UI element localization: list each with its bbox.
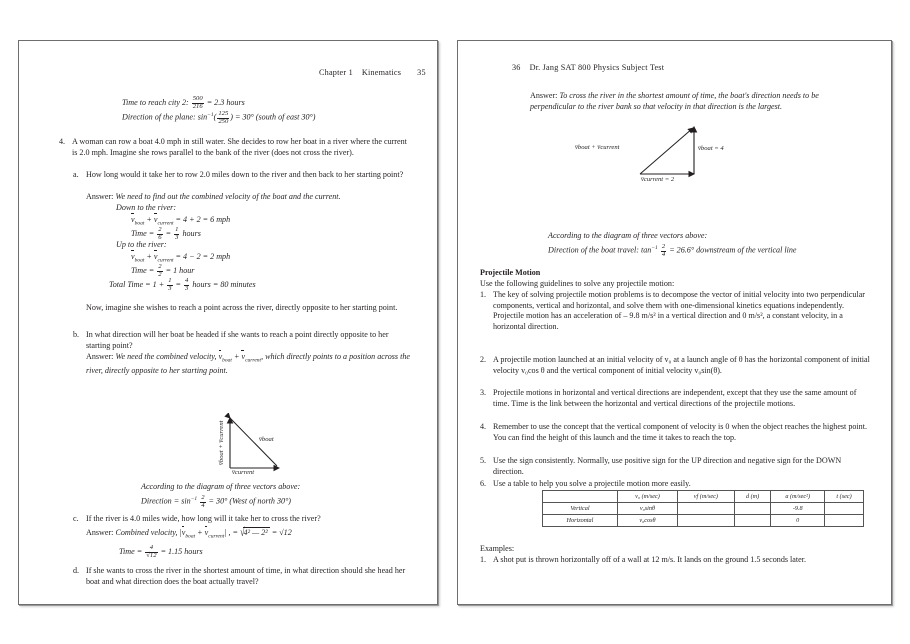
right-diagram-label-left: v̅boat + v̅current (575, 144, 620, 151)
table-col-a: a (m/sec²) (771, 491, 825, 503)
right-page (457, 40, 892, 605)
part-a-marker: a. (73, 170, 79, 179)
problem-4-part-a (73, 170, 411, 181)
diagram-label-vertical: v̅boat + v̅current (218, 420, 225, 465)
part-c-answer-label: Answer: (86, 528, 114, 537)
part-c-answer-text-2: | , = (224, 528, 239, 537)
subscript-current-inline: current (245, 357, 262, 364)
part-c-time-result: = 1.15 hours (160, 546, 203, 556)
subscript-boat-c: boat (185, 533, 196, 540)
problem-4 (59, 137, 409, 158)
row-vertical-label: Vertical (543, 503, 618, 515)
part-b-answer-text-1: We need the combined velocity, (115, 352, 217, 361)
carryover-line-2: Direction of the plane: $\sin^{-1}$( $\frac{125}{250}$ ) = 30° (south of east 30°) (122, 109, 316, 125)
v-boat-vector-2: v (131, 252, 135, 261)
total-time-label: Total Time = 1 + (109, 279, 165, 289)
table-col-d: d (m) (734, 491, 771, 503)
row-vertical-vf (678, 503, 735, 515)
row-vertical-a: -9.8 (771, 503, 825, 515)
guideline-5-marker: 5. (480, 456, 487, 465)
v-current-inline-c: v (204, 528, 209, 537)
subscript-current-2: current (157, 257, 174, 264)
running-head-chapter-title: Kinematics (361, 68, 402, 77)
part-b-answer-text-2: , which directly points to a position across the river, directly opposite to her starting point. (86, 352, 410, 376)
sin-function: sin (197, 112, 208, 122)
tan-function: tan (641, 245, 652, 255)
down-to-river-heading: Down to the river: (116, 203, 177, 212)
sin-function-b: sin (181, 496, 191, 506)
up-velocity-result: = 4 − 2 = 2 mph (175, 252, 231, 261)
guideline-2-marker: 2. (480, 355, 487, 364)
part-c-answer-text: Combined velocity, | (115, 528, 182, 537)
examples-heading: Examples: (480, 544, 515, 553)
table-col-v0: v₀ (m/sec) (617, 491, 677, 503)
v-current-vector: v (153, 215, 158, 224)
table-col-vf: vf (m/sec) (678, 491, 735, 503)
row-vertical-t (825, 503, 864, 515)
guideline-1-text: The key of solving projectile motion problems is to decompose the vector of initial velocity into two perpendicular components, vertical and horizontal, and solve them with one-dimensional kinetics equations independently. Projectile motion has an acceleration of – 9.8 m/s² in a vertical direction and 0 m/s², a constant velocity, in a horizontal direction. (493, 290, 865, 331)
guideline-4-text: Remember to use the concept that the vertical component of velocity is 0 when the object reaches the highest point. You can find the height of this launch and the time it takes to reach the top. (493, 422, 867, 442)
inverse-exponent: −1 (207, 112, 214, 118)
guideline-6 (480, 479, 872, 490)
down-time-label: Time = (131, 228, 155, 238)
down-velocity-result: = 4 + 2 = 6 mph (175, 215, 231, 224)
down-time-unit: hours (182, 228, 201, 238)
part-a-answer-label: Answer: (86, 192, 114, 201)
diagram-label-horizontal: v̅current (232, 469, 255, 476)
answer-d-label: Answer: (530, 91, 558, 100)
radical-expression (240, 525, 270, 539)
part-c-question: If the river is 4.0 miles wide, how long will it take her to cross the river? (86, 514, 321, 523)
direction-label: Direction = (141, 496, 180, 506)
row-horizontal-t (825, 515, 864, 527)
v-current-inline: v (241, 352, 246, 361)
part-d-question: If she wants to cross the river in the shortest amount of time, in what direction should she head her boat and what direction does the boat actually travel? (86, 566, 406, 586)
up-time-label: Time = (131, 265, 155, 275)
radical-result: = √12 (271, 528, 292, 537)
fraction-1-3-total: $\frac{1}{3}$ (168, 277, 172, 292)
direction-plane-label: Direction of the plane: (122, 112, 196, 122)
fraction-2-2: $\frac{2}{2}$ (158, 263, 162, 278)
guideline-4 (480, 422, 872, 443)
example-1 (480, 555, 872, 566)
projectile-motion-heading: Projectile Motion (480, 268, 541, 277)
part-b-marker: b. (73, 330, 80, 339)
v-boat-inline-c: v (181, 528, 186, 537)
direction-plane-result: ) = 30° (south of east 30°) (230, 112, 316, 122)
part-b-answer (86, 352, 411, 377)
problem-4-part-c (73, 514, 411, 525)
part-c-time-label: Time = (119, 546, 143, 556)
row-vertical-d (734, 503, 771, 515)
river-crossing-vector-diagram (207, 413, 303, 475)
example-1-text: A shot put is thrown horizontally off of a wall at 12 m/s. It lands on the ground 1.5 seconds later. (493, 555, 806, 564)
guideline-6-text: Use a table to help you solve a projectile motion more easily. (493, 479, 691, 488)
up-time-result: = 1 hour (165, 265, 195, 275)
equals-sign-total: = (175, 279, 181, 289)
right-diagram-label-right: v̅boat = 4 (698, 145, 724, 152)
left-page-number: 35 (417, 68, 426, 77)
row-horizontal-label: Horizontal (543, 515, 618, 527)
direction-result: = 30° (West of north 30°) (208, 496, 292, 506)
total-time-equation (109, 278, 256, 293)
guideline-2 (480, 355, 872, 376)
guideline-4-marker: 4. (480, 422, 487, 431)
subscript-current-c: current (208, 533, 225, 540)
part-b-conclusion-line-2 (141, 494, 291, 509)
fraction-500-216: $\frac{500}{216}$ (192, 95, 203, 110)
guideline-3-text: Projectile motions in horizontal and vertical directions are independent, except that they use the same amount of time. Time is the link between the horizontal and vertical directions of the projectile motions. (493, 388, 857, 408)
guideline-1 (480, 290, 872, 332)
subscript-boat: boat (134, 220, 145, 227)
part-c-time-equation (119, 545, 203, 560)
up-to-river-heading: Up to the river: (116, 240, 167, 249)
plus-inline-c: + (197, 528, 203, 537)
guideline-6-marker: 6. (480, 479, 487, 488)
guideline-1-marker: 1. (480, 290, 487, 299)
fraction-4-sqrt12: $\frac{4}{√12}$ (146, 544, 157, 559)
time-to-city-label: Time to reach city 2: (122, 97, 189, 107)
plus-sign-2: + (146, 252, 152, 261)
guideline-2-text: A projectile motion launched at an initial velocity of v₀ at a launch angle of θ has the horizontal component of initial velocity v₀cos θ and the vertical component of initial velocity v₀sin(θ). (493, 355, 870, 375)
part-c-marker: c. (73, 514, 79, 523)
total-time-result: hours = 80 minutes (192, 279, 256, 289)
example-1-marker: 1. (480, 555, 487, 564)
fraction-4-3: $\frac{4}{3}$ (185, 277, 189, 292)
plus-inline: + (233, 352, 240, 361)
guideline-3 (480, 388, 872, 409)
v-boat-inline: v (218, 352, 223, 361)
problem-4-part-d (73, 566, 411, 587)
inverse-exponent-b: −1 (190, 496, 198, 502)
problem-4-marker: 4. (59, 137, 66, 146)
right-conclusion-line-1: According to the diagram of three vectors above: (548, 231, 708, 240)
boat-travel-label: Direction of the boat travel: (548, 245, 639, 255)
subscript-boat-2: boat (134, 257, 145, 264)
table-col-t: t (sec) (825, 491, 864, 503)
guideline-5-text: Use the sign consistently. Normally, use positive sign for the UP direction and negative sign for the DOWN direction. (493, 456, 842, 476)
radicand: 4² — 2² (243, 528, 268, 537)
plus-sign: + (146, 215, 152, 224)
part-b-answer-label: Answer: (86, 352, 114, 361)
subscript-current: current (157, 220, 174, 227)
row-horizontal-vf (678, 515, 735, 527)
carryover-line-1 (122, 96, 422, 111)
row-horizontal-v0: v₀cosθ (617, 515, 677, 527)
shortest-time-vector-diagram (575, 121, 738, 183)
boat-travel-result: = 26.6° downstream of the vertical line (669, 245, 797, 255)
right-diagram-label-bottom: v̅current = 2 (641, 176, 675, 183)
table-row (543, 515, 864, 527)
row-vertical-v0: v₀sinθ (617, 503, 677, 515)
part-a-answer-text: We need to find out the combined velocity of the boat and the current. (115, 192, 341, 201)
row-horizontal-a: 0 (771, 515, 825, 527)
part-b-conclusion-line-1: According to the diagram of three vectors above: (141, 482, 301, 491)
problem-4-part-b (73, 330, 411, 351)
answer-d-text: To cross the river in the shortest amount of time, the boat's direction needs to be perpendicular to the river bank so that velocity in that direction is the largest. (530, 91, 819, 111)
part-a-question: How long would it take her to row 2.0 miles down to the river and then back to her starting point? (86, 170, 404, 179)
part-c-answer (86, 527, 416, 542)
fraction-2-6: $\frac{2}{6}$ (158, 226, 162, 241)
v-boat-vector: v (131, 215, 135, 224)
projectile-motion-intro: Use the following guidelines to solve any projectile motion: (480, 279, 675, 288)
left-running-head (319, 68, 426, 77)
diagram-label-hypotenuse: v̅boat (259, 436, 274, 443)
subscript-boat-inline: boat (222, 357, 232, 364)
right-running-head (512, 63, 664, 72)
fraction-2-4-tan: $\frac{2}{4}$ (661, 242, 666, 258)
running-head-chapter: Chapter 1 (319, 68, 353, 77)
fraction-125-250: $\frac{125}{250}$ (218, 109, 229, 125)
guideline-3-marker: 3. (480, 388, 487, 397)
inverse-exponent-tan: −1 (651, 245, 658, 251)
part-a-answer (86, 192, 411, 203)
row-horizontal-d (734, 515, 771, 527)
projectile-motion-table (542, 490, 864, 527)
table-row (543, 503, 864, 515)
answer-part-d (530, 91, 850, 112)
fraction-1-3: $\frac{1}{3}$ (175, 226, 179, 241)
equals-sign: = (165, 228, 172, 238)
v-current-vector-2: v (153, 252, 158, 261)
time-to-city-result: = 2.3 hours (206, 97, 245, 107)
right-page-number: 36 (512, 63, 521, 72)
part-b-question: In what direction will her boat be headed if she wants to reach a point directly opposite to her starting point? (86, 330, 389, 350)
part-d-marker: d. (73, 566, 80, 575)
left-page (18, 40, 438, 605)
problem-4-stem: A woman can row a boat 4.0 mph in still water. She decides to row her boat in a river where the current is 2.0 mph. Imagine she rows parallel to the bank of the river (does not cross the river). (72, 137, 407, 157)
table-header-row (543, 491, 864, 503)
fraction-2-4: $\frac{2}{4}$ (201, 493, 205, 509)
guideline-5 (480, 456, 872, 477)
right-conclusion-line-2 (548, 243, 797, 258)
vector-triangle-svg-right (608, 121, 738, 183)
radical-sign: √ (240, 525, 245, 539)
table-col-blank (543, 491, 618, 503)
book-title: Dr. Jang SAT 800 Physics Subject Test (529, 63, 665, 72)
part-a-followup: Now, imagine she wishes to reach a point across the river, directly opposite to her starting point. (86, 303, 398, 312)
